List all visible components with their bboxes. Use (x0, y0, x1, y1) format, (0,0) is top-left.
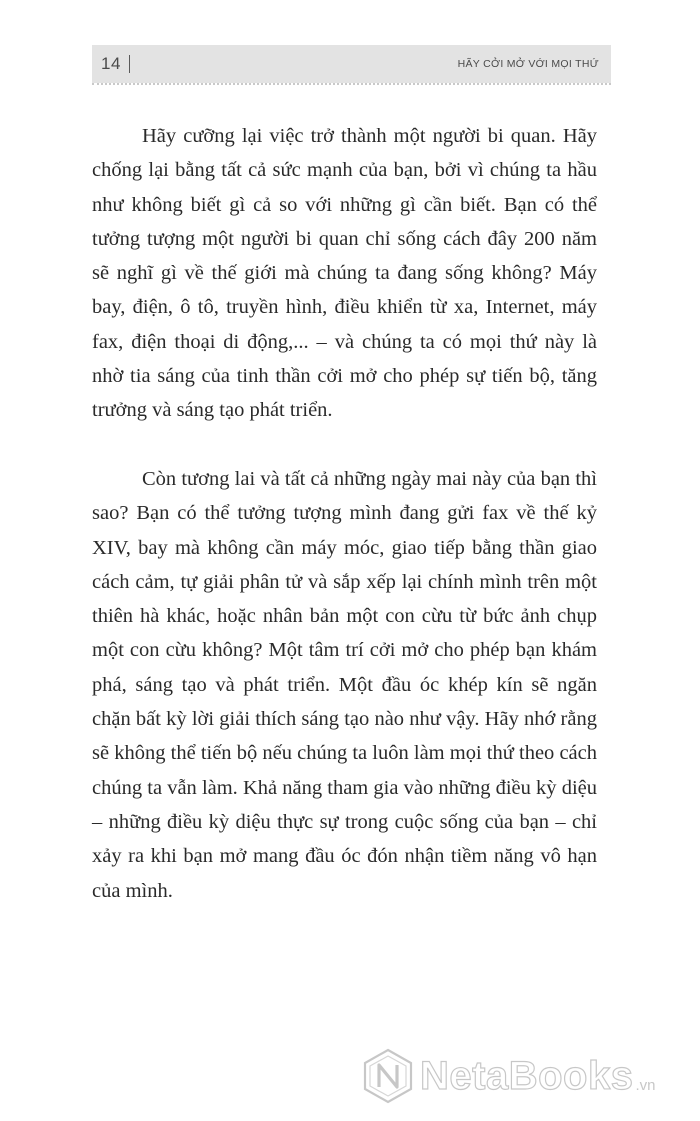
header-divider (129, 55, 130, 73)
watermark (362, 1044, 655, 1108)
header-dotted-rule (92, 83, 611, 85)
watermark-suffix: .vn (635, 1077, 656, 1094)
body-text (92, 119, 597, 908)
page-number: 14 (101, 54, 121, 73)
netabooks-logo-icon (362, 1047, 414, 1105)
paragraph-2: Còn tương lai và tất cả những ngày mai này của bạn thì sao? Bạn có thể tưởng tượng mình đang gửi fax về thế kỷ XIV, bay mà không cần máy móc, giao tiếp bằng thần giao cách cảm, tự giải phân tử và sắp xếp lại chính mình trên một thiên hà khác, hoặc nhân bản một con cừu từ bức ảnh chụp một con cừu không? Một tâm trí cởi mở cho phép bạn khám phá, sáng tạo và phát triển. Một đầu óc khép kín sẽ ngăn chặn bất kỳ lời giải thích sáng tạo nào như vậy. Hãy nhớ rằng sẽ không thể tiến bộ nếu chúng ta luôn làm mọi thứ theo cách chúng ta vẫn làm. Khả năng tham gia vào những điều kỳ diệu – những điều kỳ diệu thực sự trong cuộc sống của bạn – chỉ xảy ra khi bạn mở mang đầu óc đón nhận tiềm năng vô hạn của mình. (92, 467, 597, 902)
running-title: HÃY CỞI MỞ VỚI MỌI THỨ (457, 58, 599, 70)
page-header (92, 45, 611, 83)
watermark-brand: NetaBooks (420, 1053, 634, 1098)
page-header-left (101, 54, 130, 74)
paragraph-1: Hãy cưỡng lại việc trở thành một người bi quan. Hãy chống lại bằng tất cả sức mạnh của bạn, bởi vì chúng ta hầu như không biết gì cả so với những gì cần biết. Bạn có thể tưởng tượng một người bi quan chỉ sống cách đây 200 năm sẽ nghĩ gì về thế giới mà chúng ta đang sống không? Máy bay, điện, ô tô, truyền hình, điều khiển từ xa, Internet, máy fax, điện thoại di động,... – và chúng ta có mọi thứ này là nhờ tia sáng của tinh thần cởi mở cho phép sự tiến bộ, tăng trưởng và sáng tạo phát triển. (92, 125, 597, 422)
